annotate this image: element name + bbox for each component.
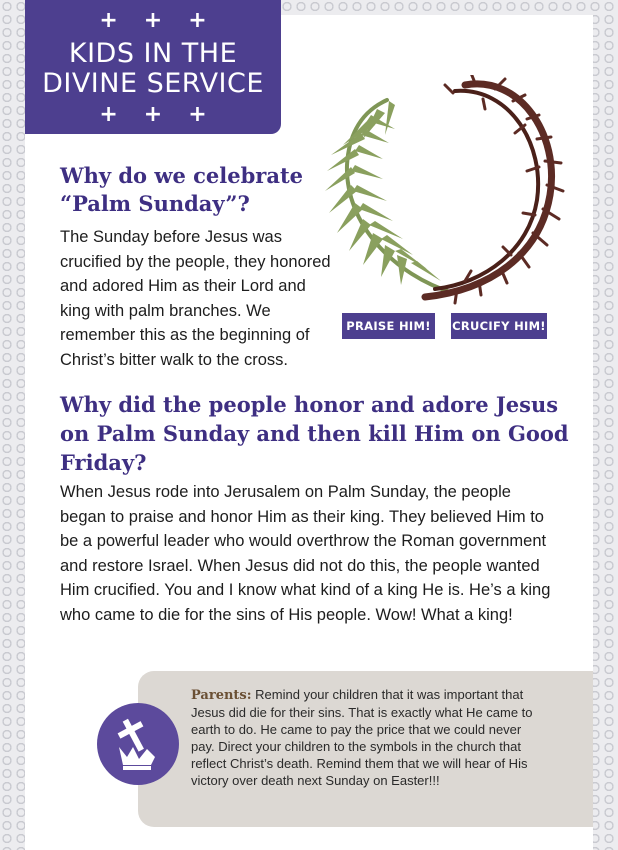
- parents-label: Parents:: [191, 688, 252, 703]
- palm-branch-icon: [325, 100, 453, 293]
- answer-honor-and-kill: When Jesus rode into Jerusalem on Palm Sunday, the people began to praise and honor Him as their king. They believed Him to be a powerful leader who would overthrow the Roman government and restore Israel. When Jesus did not do this, the people wanted Him crucified. You and I know what kind of a king He is. He’s a king who came to die for the sins of His people. Wow! What a king!: [60, 483, 551, 624]
- question-palm-sunday: Why do we celebrate “Palm Sunday”?: [60, 163, 304, 216]
- crown-cross-badge: [97, 703, 179, 785]
- question-honor-and-kill: Why did the people honor and adore Jesus on Palm Sunday and then kill Him on Good Friday?: [60, 392, 569, 475]
- answer-palm-sunday: The Sunday before Jesus was crucified by the people, they honored and adored Him as their Lord and king with palm branches. We remember this as the beginning of Christ’s bitter walk to the cross.: [60, 228, 331, 369]
- title-banner: [25, 0, 281, 134]
- parents-note: [191, 686, 543, 789]
- crown-of-thorns-icon: [425, 75, 563, 303]
- crucify-him-tag: CRUCIFY HIM!: [451, 313, 547, 339]
- cross-icons-top: +++: [99, 8, 233, 33]
- title-line-1: KIDS IN THE: [68, 38, 238, 69]
- crown-cross-icon: [97, 703, 179, 785]
- palm-and-thorns-illustration: [325, 75, 565, 305]
- parents-note-box: [138, 671, 593, 827]
- praise-him-tag: PRAISE HIM!: [342, 313, 435, 339]
- title-line-2: DIVINE SERVICE: [42, 68, 264, 99]
- parents-note-text: Remind your children that it was important that Jesus did die for their sins. That is exactly what He came to earth to do. He came to pay the price that we could never pay. Direct your children to the symbols in the church that reflect Christ’s death. Remind them that we will hear of His victory over death next Sunday on Easter!!!: [191, 687, 533, 788]
- cross-icons-bottom: +++: [99, 102, 233, 127]
